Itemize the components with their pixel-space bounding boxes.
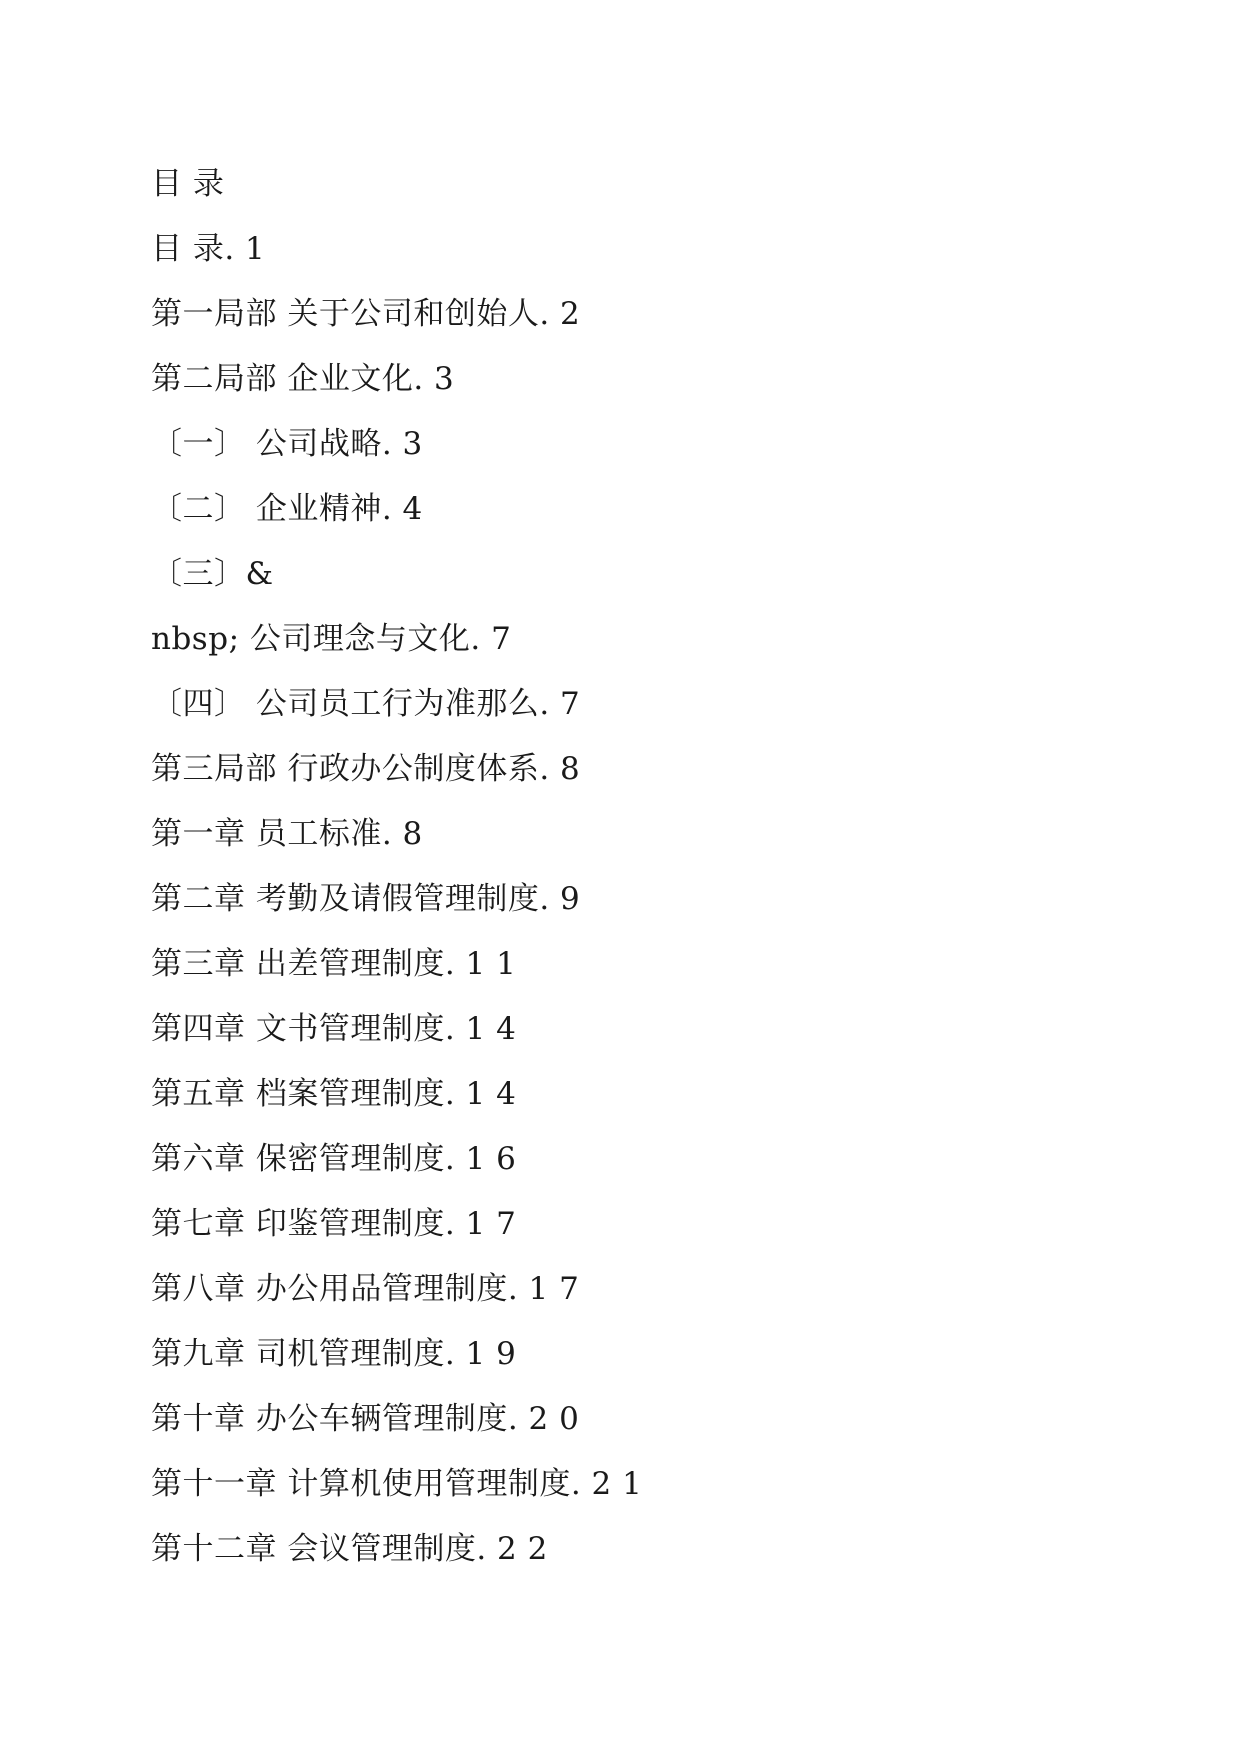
toc-entry-chapter-2: 第二章 考勤及请假管理制度. 9 (151, 881, 581, 917)
toc-entry-chapter-1: 第一章 员工标准. 8 (151, 816, 423, 852)
toc-entry-chapter-9: 第九章 司机管理制度. 1 9 (151, 1336, 517, 1372)
toc-entry-section-2: 〔二〕 企业精神. 4 (151, 491, 423, 527)
toc-entry-section-3-start: 〔三〕& (151, 556, 274, 592)
table-of-contents (151, 152, 642, 1582)
toc-entry-chapter-8: 第八章 办公用品管理制度. 1 7 (151, 1271, 580, 1307)
toc-entry-part-2: 第二局部 企业文化. 3 (151, 361, 455, 397)
toc-entry-section-4: 〔四〕 公司员工行为准那么. 7 (151, 686, 581, 722)
toc-entry-chapter-4: 第四章 文书管理制度. 1 4 (151, 1011, 517, 1047)
toc-entry-chapter-5: 第五章 档案管理制度. 1 4 (151, 1076, 517, 1112)
toc-entry-section-1: 〔一〕 公司战略. 3 (151, 426, 423, 462)
toc-entry-section-3-cont: nbsp; 公司理念与文化. 7 (151, 621, 512, 657)
toc-entry-contents: 目 录. 1 (151, 231, 266, 267)
toc-entry-part-1: 第一局部 关于公司和创始人. 2 (151, 296, 581, 332)
toc-entry-chapter-6: 第六章 保密管理制度. 1 6 (151, 1141, 517, 1177)
toc-entry-chapter-7: 第七章 印鉴管理制度. 1 7 (151, 1206, 517, 1242)
toc-entry-chapter-3: 第三章 出差管理制度. 1 1 (151, 946, 517, 982)
toc-entry-chapter-11: 第十一章 计算机使用管理制度. 2 1 (151, 1466, 643, 1502)
toc-entry-chapter-12: 第十二章 会议管理制度. 2 2 (151, 1531, 548, 1567)
toc-heading: 目 录 (151, 166, 225, 202)
toc-entry-part-3: 第三局部 行政办公制度体系. 8 (151, 751, 581, 787)
toc-entry-chapter-10: 第十章 办公车辆管理制度. 2 0 (151, 1401, 580, 1437)
